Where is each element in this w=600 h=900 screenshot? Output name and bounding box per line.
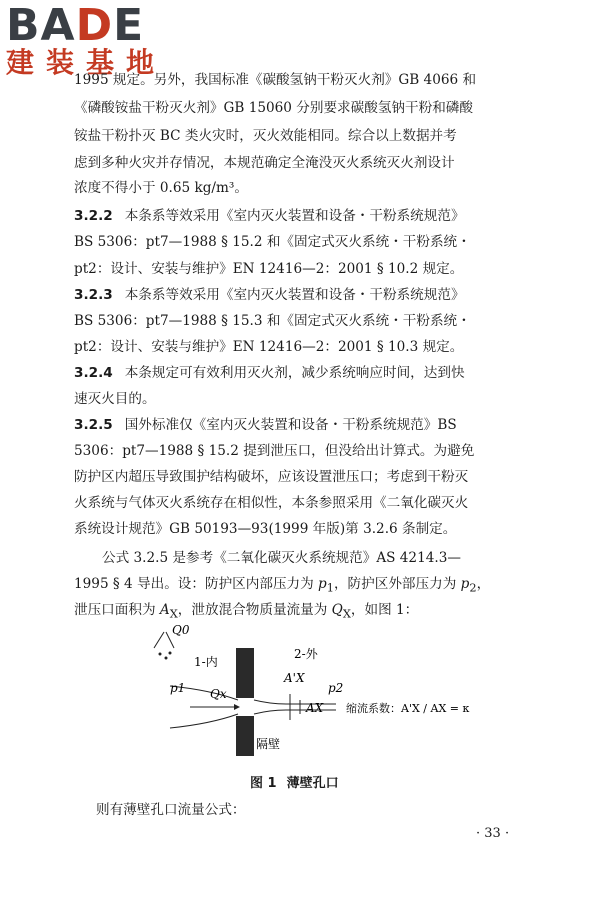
section-number: 3.2.2 <box>74 208 113 224</box>
section-3-2-4: 3.2.4 本条规定可有效利用灭火剂，减少系统响应时间，达到快 <box>74 365 465 381</box>
logo-brand-text: BADE <box>6 0 145 51</box>
text-line: 浓度不得小于 0.65 kg/m³。 <box>74 180 248 196</box>
label-q0: Q0 <box>172 623 190 637</box>
arrow-head <box>234 704 240 710</box>
flow-line-lower <box>170 714 238 728</box>
text-line: 火系统与气体灭火系统存在相似性，本条参照采用《二氧化碳灭火 <box>74 495 469 511</box>
label-wall: 隔壁 <box>256 737 281 751</box>
jet-lower <box>254 710 336 714</box>
section-3-2-3: 3.2.3 本条系等效采用《室内灭火装置和设备・干粉系统规范》 <box>74 287 465 303</box>
label-p2: p2 <box>328 681 344 695</box>
section-number: 3.2.5 <box>74 417 113 433</box>
text-line: 泄压口面积为 $A_X$，泄放混合物质量流量为 $Q_X$，如图 1： <box>74 602 419 621</box>
label-ax: AX <box>306 701 324 715</box>
text-line: pt2：设计、安装与维护》EN 12416—2：2001 § 10.2 规定。 <box>74 261 464 277</box>
text-line: 5306：pt7—1988 § 15.2 提到泄压口，但没给出计算式。为避免 <box>74 443 475 459</box>
label-contraction-coefficient: 缩流系数：A'X / AX = κ <box>346 702 470 715</box>
orifice-diagram <box>150 620 530 760</box>
jet-upper <box>254 700 336 704</box>
text-line: 1995 § 4 导出。设：防护区内部压力为 $p_1$，防护区外部压力为 $p_2$， <box>74 576 491 595</box>
q0-source-icon <box>154 632 174 660</box>
caption-title: 薄壁孔口 <box>286 776 339 791</box>
text-line: pt2：设计、安装与维护》EN 12416—2：2001 § 10.3 规定。 <box>74 339 464 355</box>
wall-lower <box>236 716 254 756</box>
text-line: BS 5306：pt7—1988 § 15.3 和《固定式灭火系统・干粉系统・ <box>74 313 471 329</box>
text-line: 《磷酸铵盐干粉灭火剂》GB 15060 分别要求碳酸氢钠干粉和磷酸 <box>74 100 473 116</box>
text-line: 公式 3.2.5 是参考《二氧化碳灭火系统规范》AS 4214.3— <box>102 550 461 566</box>
publisher-logo <box>6 0 176 79</box>
section-number: 3.2.4 <box>74 365 113 381</box>
label-ax-prime: A'X <box>284 671 305 685</box>
text-line: 速灭火目的。 <box>74 391 156 407</box>
page-number: · 33 · <box>476 826 510 841</box>
text-line: 则有薄壁孔口流量公式： <box>96 802 246 818</box>
text-line: 防护区内超压导致围护结构破坏，应该设置泄压口；考虑到干粉灭 <box>74 469 469 485</box>
text-line: 1995 规定。另外，我国标准《碳酸氢钠干粉灭火剂》GB 4066 和 <box>74 72 477 88</box>
text-line: 虑到多种火灾并存情况，本规范确定全淹没灭火系统灭火剂设计 <box>74 155 455 171</box>
label-outside: 2-外 <box>294 647 318 661</box>
label-p1: p1 <box>170 681 186 695</box>
text-line: BS 5306：pt7—1988 § 15.2 和《固定式灭火系统・干粉系统・ <box>74 234 471 250</box>
logo-subtitle: 建装基地 <box>6 46 167 79</box>
label-qx: Qx <box>210 687 227 701</box>
text-line: 铵盐干粉扑灭 BC 类火灾时，灭火效能相同。综合以上数据并考 <box>74 128 457 144</box>
figure-caption <box>250 772 349 791</box>
section-3-2-5: 3.2.5 国外标准仅《室内灭火装置和设备・干粉系统规范》BS <box>74 417 457 433</box>
section-number: 3.2.3 <box>74 287 113 303</box>
section-3-2-2: 3.2.2 本条系等效采用《室内灭火装置和设备・干粉系统规范》 <box>74 208 465 224</box>
text-line: 系统设计规范》GB 50193—93(1999 年版)第 3.2.6 条制定。 <box>74 521 457 537</box>
caption-number: 图 1 <box>250 776 277 791</box>
wall-upper <box>236 648 254 698</box>
label-inside: 1-内 <box>194 655 218 669</box>
